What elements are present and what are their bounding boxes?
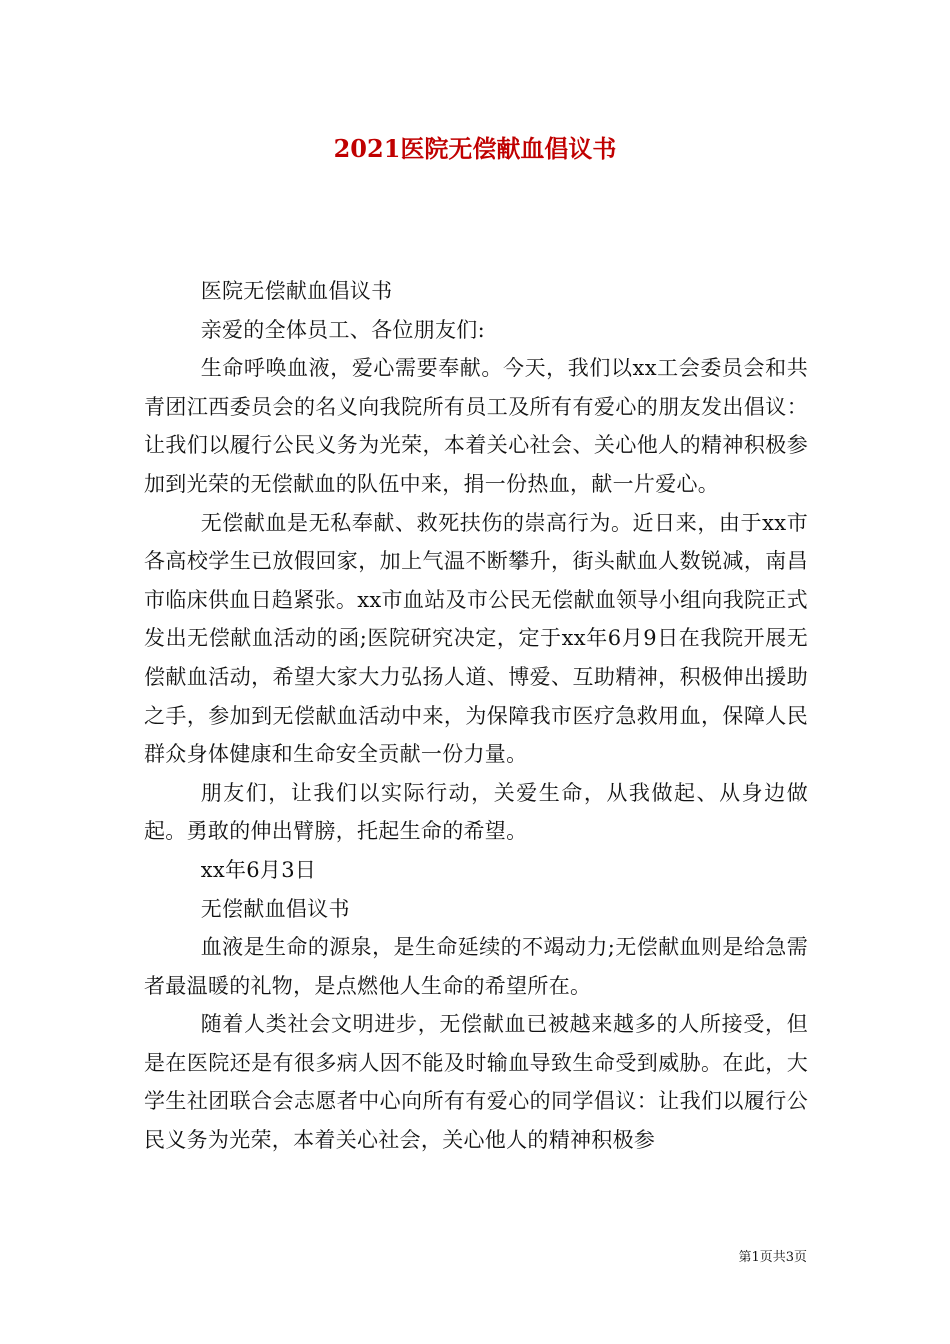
document-title: 2021医院无偿献血倡议书 xyxy=(333,134,617,163)
paragraph-heading-2: 无偿献血倡议书 xyxy=(200,896,350,921)
page-number: 第1页共3页 xyxy=(738,1250,807,1265)
paragraph-1: 生命呼唤血液，爱心需要奉献。今天，我们以xx工会委员会和共青团江西委员会的名义向我院所有员工及所有有爱心的朋友发出倡议：让我们以履行公民义务为光荣，本着关心社会、关心他人的精神积极参加到光荣的无偿献血的队伍中来，捐一份热血，献一片爱心。 xyxy=(144,356,808,496)
paragraph-heading-1: 医院无偿献血倡议书 xyxy=(200,279,393,303)
paragraph-5: 随着人类社会文明进步，无偿献血已被越来越多的人所接受，但是在医院还是有很多病人因不能及时输血导致生命受到威胁。在此，大学生社团联合会志愿者中心向所有有爱心的同学倡议：让我们以履行公民义务为光荣，本着关心社会，关心他人的精神积极参 xyxy=(144,1012,808,1153)
paragraph-salutation: 亲爱的全体员工、各位朋友们: xyxy=(200,317,485,342)
document-body xyxy=(144,272,808,1160)
paragraph-date: xx年6月3日 xyxy=(200,857,317,882)
paragraph-3: 朋友们，让我们以实际行动，关爱生命，从我做起、从身边做起。勇敢的伸出臂膀，托起生命的希望。 xyxy=(144,780,808,844)
paragraph-2: 无偿献血是无私奉献、救死扶伤的崇高行为。近日来，由于xx市各高校学生已放假回家，加上气温不断攀升，街头献血人数锐减，南昌市临床供血日趋紧张。xx市血站及市公民无偿献血领导小组向我院正式发出无偿献血活动的函;医院研究决定，定于xx年6月9日在我院开展无偿献血活动，希望大家大力弘扬人道、博爱、互助精神，积极伸出援助之手，参加到无偿献血活动中来，为保障我市医疗急救用血，保障人民群众身体健康和生命安全贡献一份力量。 xyxy=(144,510,808,767)
paragraph-4: 血液是生命的源泉，是生命延续的不竭动力;无偿献血则是给急需者最温暖的礼物，是点燃他人生命的希望所在。 xyxy=(144,935,808,998)
